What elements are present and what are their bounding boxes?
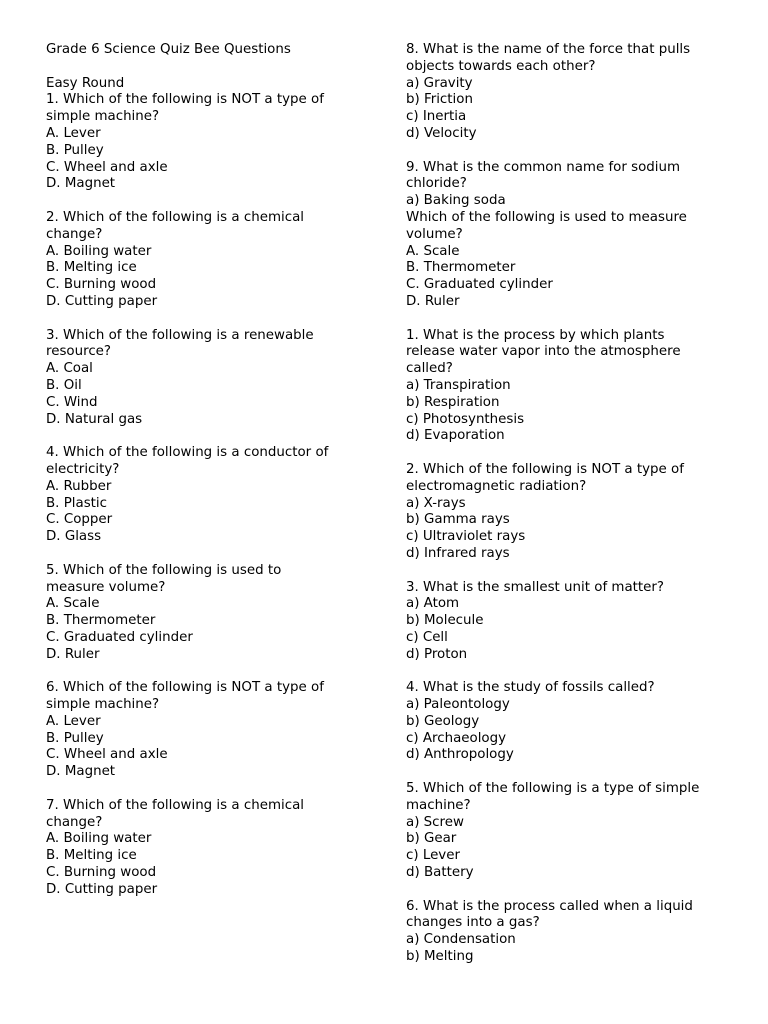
text-line: Which of the following is used to measure	[406, 209, 687, 225]
blank-line	[46, 193, 376, 210]
blank-line	[46, 428, 376, 445]
text-line: 9. What is the common name for sodium	[406, 159, 681, 175]
text-line: A. Rubber	[46, 478, 112, 494]
text-line: D. Magnet	[46, 764, 116, 780]
text-line: d) Velocity	[406, 125, 477, 141]
text-line: A. Scale	[46, 596, 100, 612]
text-line: a) Screw	[406, 814, 464, 830]
text-line: B. Thermometer	[406, 260, 516, 276]
blank-line	[406, 663, 736, 680]
text-line: B. Pulley	[46, 142, 104, 158]
text-line: 6. What is the process called when a liquid	[406, 898, 693, 914]
text-line: d) Anthropology	[406, 747, 514, 763]
text-line: C. Burning wood	[46, 277, 157, 293]
text-line: A. Coal	[46, 361, 93, 377]
text-line: a) Condensation	[406, 932, 516, 948]
text-line: c) Cell	[406, 629, 448, 645]
text-line: electromagnetic radiation?	[406, 478, 587, 494]
text-line: D. Glass	[46, 529, 102, 545]
text-line: a) X-rays	[406, 495, 466, 511]
text-line: objects towards each other?	[406, 58, 596, 74]
text-line: D. Magnet	[46, 176, 116, 192]
text-line: D. Cutting paper	[46, 881, 158, 897]
blank-line	[46, 663, 376, 680]
text-line: Grade 6 Science Quiz Bee Questions	[46, 42, 291, 57]
text-line: simple machine?	[46, 109, 160, 125]
blank-line	[406, 445, 736, 462]
text-line: c) Photosynthesis	[406, 411, 525, 427]
text-line: C. Wheel and axle	[46, 159, 168, 175]
text-line: 3. Which of the following is a renewable	[46, 327, 314, 343]
text-line: 5. Which of the following is a type of simple	[406, 781, 700, 797]
text-line: B. Melting ice	[46, 260, 137, 276]
text-line: B. Thermometer	[46, 613, 156, 629]
text-line: C. Wind	[46, 394, 98, 410]
text-line: A. Boiling water	[46, 243, 152, 259]
text-line: called?	[406, 361, 453, 377]
blank-line	[46, 311, 376, 328]
text-line: measure volume?	[46, 579, 166, 595]
text-line: release water vapor into the atmosphere	[406, 344, 681, 360]
text-line: 8. What is the name of the force that pulls	[406, 42, 691, 57]
text-line: C. Copper	[46, 512, 113, 528]
text-line: b) Gear	[406, 831, 457, 847]
text-line: 7. Which of the following is a chemical	[46, 797, 304, 813]
text-line: d) Battery	[406, 865, 474, 881]
text-line: change?	[46, 226, 103, 242]
text-line: b) Molecule	[406, 613, 484, 629]
text-line: b) Gamma rays	[406, 512, 510, 528]
text-line: 1. What is the process by which plants	[406, 327, 665, 343]
text-line: a) Paleontology	[406, 697, 510, 713]
text-line: D. Ruler	[46, 646, 100, 662]
text-line: A. Scale	[406, 243, 460, 259]
text-line: a) Atom	[406, 596, 460, 612]
text-line: D. Ruler	[406, 293, 460, 309]
text-line: 4. What is the study of fossils called?	[406, 680, 655, 696]
text-line: Easy Round	[46, 75, 125, 91]
text-line: c) Lever	[406, 848, 460, 864]
text-line: b) Friction	[406, 92, 473, 108]
text-line: 3. What is the smallest unit of matter?	[406, 579, 665, 595]
text-line: b) Geology	[406, 713, 480, 729]
text-line: c) Inertia	[406, 109, 467, 125]
text-line: a) Baking soda	[406, 193, 506, 209]
text-line: d) Evaporation	[406, 428, 505, 444]
blank-line	[406, 143, 736, 160]
blank-line	[406, 311, 736, 328]
left-column	[46, 42, 376, 899]
text-line: d) Infrared rays	[406, 545, 510, 561]
text-line: b) Melting	[406, 949, 474, 965]
text-line: changes into a gas?	[406, 915, 540, 931]
text-line: C. Graduated cylinder	[46, 629, 193, 645]
right-column	[406, 42, 736, 966]
text-line: C. Burning wood	[46, 865, 157, 881]
text-line: A. Lever	[46, 125, 101, 141]
text-line: machine?	[406, 797, 471, 813]
text-line: change?	[46, 814, 103, 830]
text-line: electricity?	[46, 461, 120, 477]
blank-line	[406, 882, 736, 899]
text-line: B. Plastic	[46, 495, 108, 511]
text-line: a) Gravity	[406, 75, 473, 91]
blank-line	[46, 781, 376, 798]
text-line: b) Respiration	[406, 394, 500, 410]
text-line: 4. Which of the following is a conductor of	[46, 445, 329, 461]
text-line: c) Archaeology	[406, 730, 507, 746]
text-line: A. Boiling water	[46, 831, 152, 847]
text-line: D. Natural gas	[46, 411, 143, 427]
text-line: resource?	[46, 344, 112, 360]
text-line: 2. Which of the following is NOT a type of	[406, 461, 684, 477]
text-line: B. Oil	[46, 377, 82, 393]
text-line: D. Cutting paper	[46, 293, 158, 309]
text-line: C. Graduated cylinder	[406, 277, 553, 293]
blank-line	[406, 563, 736, 580]
text-line: 2. Which of the following is a chemical	[46, 209, 304, 225]
text-line: B. Melting ice	[46, 848, 137, 864]
text-line: C. Wheel and axle	[46, 747, 168, 763]
blank-line	[406, 764, 736, 781]
text-line: d) Proton	[406, 646, 468, 662]
text-line: simple machine?	[46, 697, 160, 713]
text-line: a) Transpiration	[406, 377, 511, 393]
blank-line	[46, 59, 376, 76]
text-line: volume?	[406, 226, 463, 242]
blank-line	[46, 546, 376, 563]
text-line: 1. Which of the following is NOT a type of	[46, 92, 324, 108]
text-line: chloride?	[406, 176, 467, 192]
text-line: c) Ultraviolet rays	[406, 529, 526, 545]
text-line: 5. Which of the following is used to	[46, 562, 282, 578]
text-line: 6. Which of the following is NOT a type of	[46, 680, 324, 696]
text-line: A. Lever	[46, 713, 101, 729]
text-line: B. Pulley	[46, 730, 104, 746]
